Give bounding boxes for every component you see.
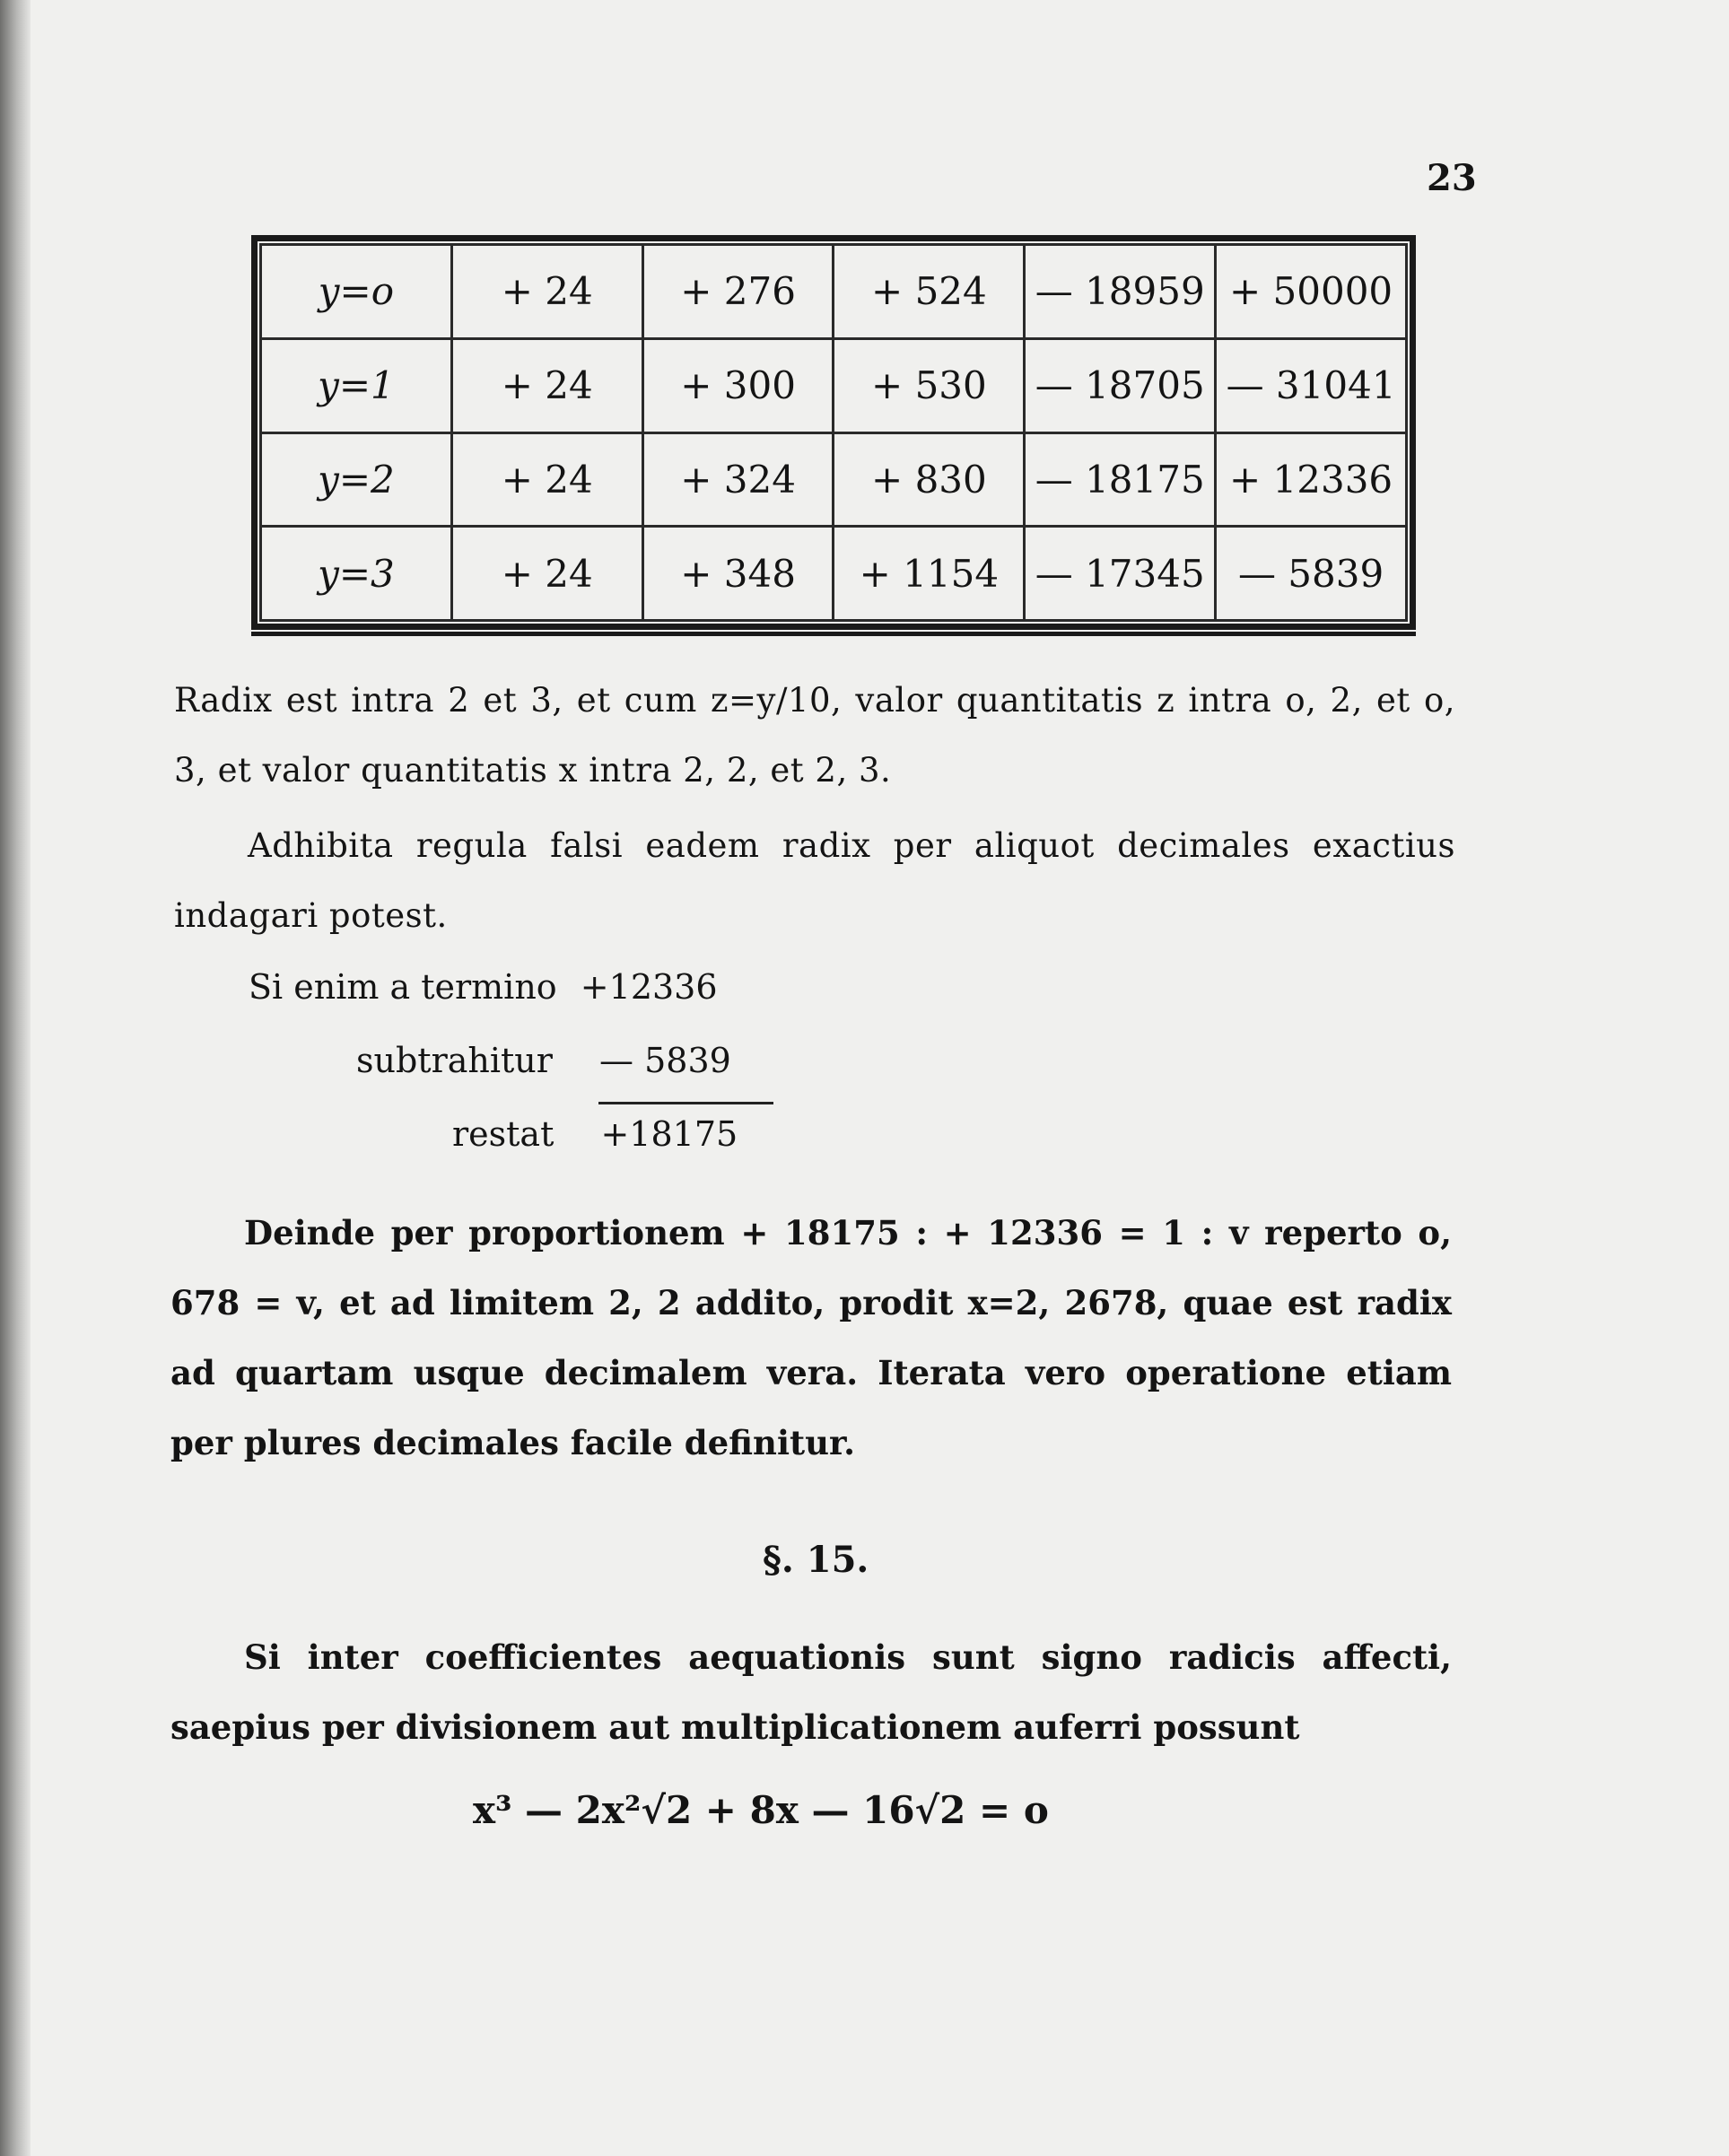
paragraph-coefficientes-text: Si inter coefficientes aequationis sunt signo radicis affecti, saepius per divisionem aut multiplicationem auferri possunt xyxy=(170,1637,1452,1747)
subtraction-rule xyxy=(598,1102,773,1104)
calc-line-3 xyxy=(452,1114,738,1154)
table-cell: — 31041 xyxy=(1216,338,1407,432)
table-cell: + 830 xyxy=(834,432,1025,527)
table-row xyxy=(261,245,1407,339)
table-cell: + 24 xyxy=(451,432,642,527)
page-number: 23 xyxy=(1427,157,1477,199)
table-cell-y: y=1 xyxy=(261,338,452,432)
table-cell: + 348 xyxy=(642,527,834,621)
paragraph-proportio-text: Deinde per proportionem + 18175 : + 12336 = 1 : v reperto o, 678 = v, et ad limitem 2, 2 addito, prodit x=2, 2678, quae est radix ad quartam usque decimalem vera. Iterata vero operatione etiam per plures decimales facile definitur. xyxy=(170,1213,1452,1462)
paragraph-proportio xyxy=(170,1198,1452,1478)
table-cell-y: y=o xyxy=(261,245,452,339)
calc-label-2: subtrahitur xyxy=(356,1041,553,1080)
calc-value-3: +18175 xyxy=(600,1114,738,1154)
paragraph-regula-falsi xyxy=(174,811,1455,951)
table-cell: + 524 xyxy=(834,245,1025,339)
book-page xyxy=(20,0,1729,2156)
table-cell-y: y=3 xyxy=(261,527,452,621)
table-cell: + 50000 xyxy=(1216,245,1407,339)
paragraph-regula-falsi-text: Adhibita regula falsi eadem radix per aliquot decimales exactius indagari potest. xyxy=(174,826,1455,935)
table-cell: + 24 xyxy=(451,245,642,339)
paragraph-coefficientes xyxy=(170,1622,1452,1762)
table-cell: + 324 xyxy=(642,432,834,527)
calc-value-1: +12336 xyxy=(580,967,718,1007)
table-cell: — 5839 xyxy=(1216,527,1407,621)
table-cell: + 24 xyxy=(451,338,642,432)
table-row xyxy=(261,432,1407,527)
table-cell: — 18705 xyxy=(1025,338,1216,432)
table-cell: + 276 xyxy=(642,245,834,339)
table-row xyxy=(261,527,1407,621)
calc-line-1 xyxy=(249,967,718,1007)
book-spine xyxy=(0,0,31,2156)
table-body xyxy=(261,245,1407,621)
table-cell: + 12336 xyxy=(1216,432,1407,527)
table-cell: + 24 xyxy=(451,527,642,621)
table-row xyxy=(261,338,1407,432)
paragraph-radix: Radix est intra 2 et 3, et cum z=y/10, valor quantitatis z intra o, 2, et o, 3, et valor quantitatis x intra 2, 2, et 2, 3. xyxy=(174,681,1455,790)
calc-label-3: restat xyxy=(452,1114,555,1154)
values-table xyxy=(251,235,1416,630)
table-cell: — 18959 xyxy=(1025,245,1216,339)
calc-line-2 xyxy=(356,1041,731,1080)
calc-label-1: Si enim a termino xyxy=(249,967,557,1007)
table-cell: + 300 xyxy=(642,338,834,432)
table-cell: + 530 xyxy=(834,338,1025,432)
table-cell: + 1154 xyxy=(834,527,1025,621)
section-heading: §. 15. xyxy=(763,1539,869,1581)
table-cell: — 17345 xyxy=(1025,527,1216,621)
calc-value-2: — 5839 xyxy=(599,1041,731,1080)
equation: x³ — 2x²√2 + 8x — 16√2 = o xyxy=(473,1788,1049,1832)
table-cell-y: y=2 xyxy=(261,432,452,527)
table-cell: — 18175 xyxy=(1025,432,1216,527)
